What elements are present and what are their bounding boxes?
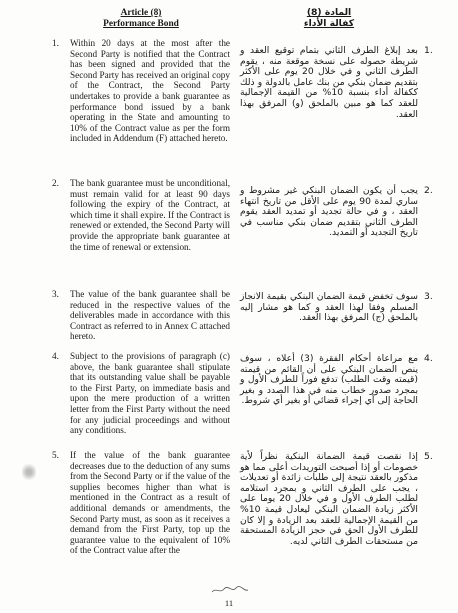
clause-text: If the value of the bank guarantee decreases due to the deduction of any sums from the Second Party or if the value of the supplies becomes higher than what is mentioned in the Contract as a result of additional demands or amendments, the Second Party must, as soon as it receives a demand from the First Party, top up the guarantee value to the equivalent of 10% of the Contract value after the: [70, 450, 230, 556]
arabic-column: [240, 7, 433, 547]
clause-number: 5.: [52, 450, 59, 460]
clause-text: سوف تخفض قيمة الضمان البنكي بقيمة الانجاز المسلم وفقا لهذا العقد و كما هو مشار إليه بالملحق (ج) المرفق بهذا العقد.: [240, 291, 418, 324]
clause-text: The bank guarantee must be unconditional, must remain valid for at least 90 days following the expiry of the Contract, at which time it shall expire. If the Contract is renewed or extended, the Second Party will provide the appropriate bank guarantee at the time of renewal or extension.: [70, 178, 230, 252]
clause-number: 3.: [52, 289, 59, 299]
clause-ar-1: [240, 45, 433, 120]
clause-text: يجب أن يكون الضمان البنكي غير مشروط و ساري لمدة 90 يوم على الأقل من تاريخ انتهاء العقد ، و في حالة تجديد أو تمديد العقد يقوم الطرف الثاني بتقديم ضمان بنكي مناسب في تاريخ التجديد أو التمديد.: [240, 185, 418, 239]
page-number: 11: [224, 598, 234, 608]
clause-en-5: [52, 450, 230, 556]
clause-number: 4.: [424, 353, 433, 364]
clause-number: 5.: [424, 451, 433, 462]
clause-text: إذا نقصت قيمة الضمانة البنكية نظراً لأية خصومات أو إذا أصبحت التوريدات أعلى مما هو مذكور بالعقد نتيجة إلى طلبات زائدة أو تعديلات ، يجب على الطرف الثاني و بمجرد استلامه لطلب الطرف الأول و في خلال 20 يوما على الأكثر زيادة الضمان البنكي ليعادل قيمة 10% من القيمة الإجمالية للعقد بعد الزيادة و إلا كان للطرف الأول الحق في حجز الزيادة المستحقة من مستحقات الطرف الثاني لديه.: [240, 451, 418, 547]
clause-number: 1.: [424, 45, 433, 56]
clause-ar-4: [240, 353, 433, 407]
clause-ar-3: [240, 291, 433, 324]
clause-text: Subject to the provisions of paragraph (c) above, the bank guarantee shall stipulate that its outstanding value shall be payable to the First Party, on immediate basis and upon the mere production of a written letter from the First Party without the need for any judicial proceedings and without any conditions.: [70, 351, 230, 436]
clause-en-3: [52, 289, 230, 342]
article-number-en: Article (8): [120, 8, 162, 18]
clause-number: 4.: [52, 351, 59, 361]
clause-text: مع مراعاة أحكام الفقرة (3) أعلاه ، سوف ينص الضمان البنكي على أن القائم من قيمته (قيمته وقت الطلب) تدفع فوراً للطرف الأول و بمجرد صدور خطاب منه في هذا الصدد و بغير الحاجة إلى أي إجراء قضائي أو بغير أي شروط.: [240, 353, 418, 407]
clause-number: 2.: [52, 178, 59, 188]
margin-smudge: [22, 462, 36, 482]
clause-text: The value of the bank guarantee shall be reduced in the respective values of the deliverables made in accordance with this Contract as referred to in Annex C attached hereto.: [70, 289, 230, 342]
clause-text: بعد إبلاغ الطرف الثاني بتمام توقيع العقد و شريطة حصوله على نسخة موقعة منه ، يقوم الطرف الثاني و في خلال 20 يوم على الأكثر بتقديم ضمان بنكي من بنك عامل بالدولة و ذلك ككفالة أداء بنسبة 10% من القيمة الإجمالية للعقد كما هو مبين بالملحق (و) المرفق بهذا العقد.: [240, 45, 419, 120]
article-heading-ar: [240, 8, 418, 30]
article-title-en: Performance Bond: [103, 18, 179, 29]
clause-ar-2: [240, 185, 433, 239]
clause-text: Within 20 days at the most after the Second Party is notified that the Contract has been signed and provided that the Second Party has received an original copy of the Contract, the Second Party undertakes to provide a bank guarantee as performance bond issued by a bank operating in the State and amounting to 10% of the Contract value as per the form included in Addendum (F) attached hereto.: [70, 38, 230, 144]
clause-ar-5: [240, 451, 433, 547]
clause-en-2: [52, 178, 230, 252]
article-title-ar: كفالة الأداء: [303, 17, 355, 29]
clause-number: 1.: [52, 38, 59, 48]
article-heading-en: [52, 8, 230, 30]
initials-mark: [210, 585, 250, 595]
english-column: [52, 8, 230, 556]
clause-number: 3.: [424, 291, 433, 302]
clause-en-1: [52, 38, 230, 144]
clause-en-4: [52, 351, 230, 436]
article-number-ar: المادة (8): [306, 7, 352, 18]
clause-number: 2.: [424, 185, 433, 196]
